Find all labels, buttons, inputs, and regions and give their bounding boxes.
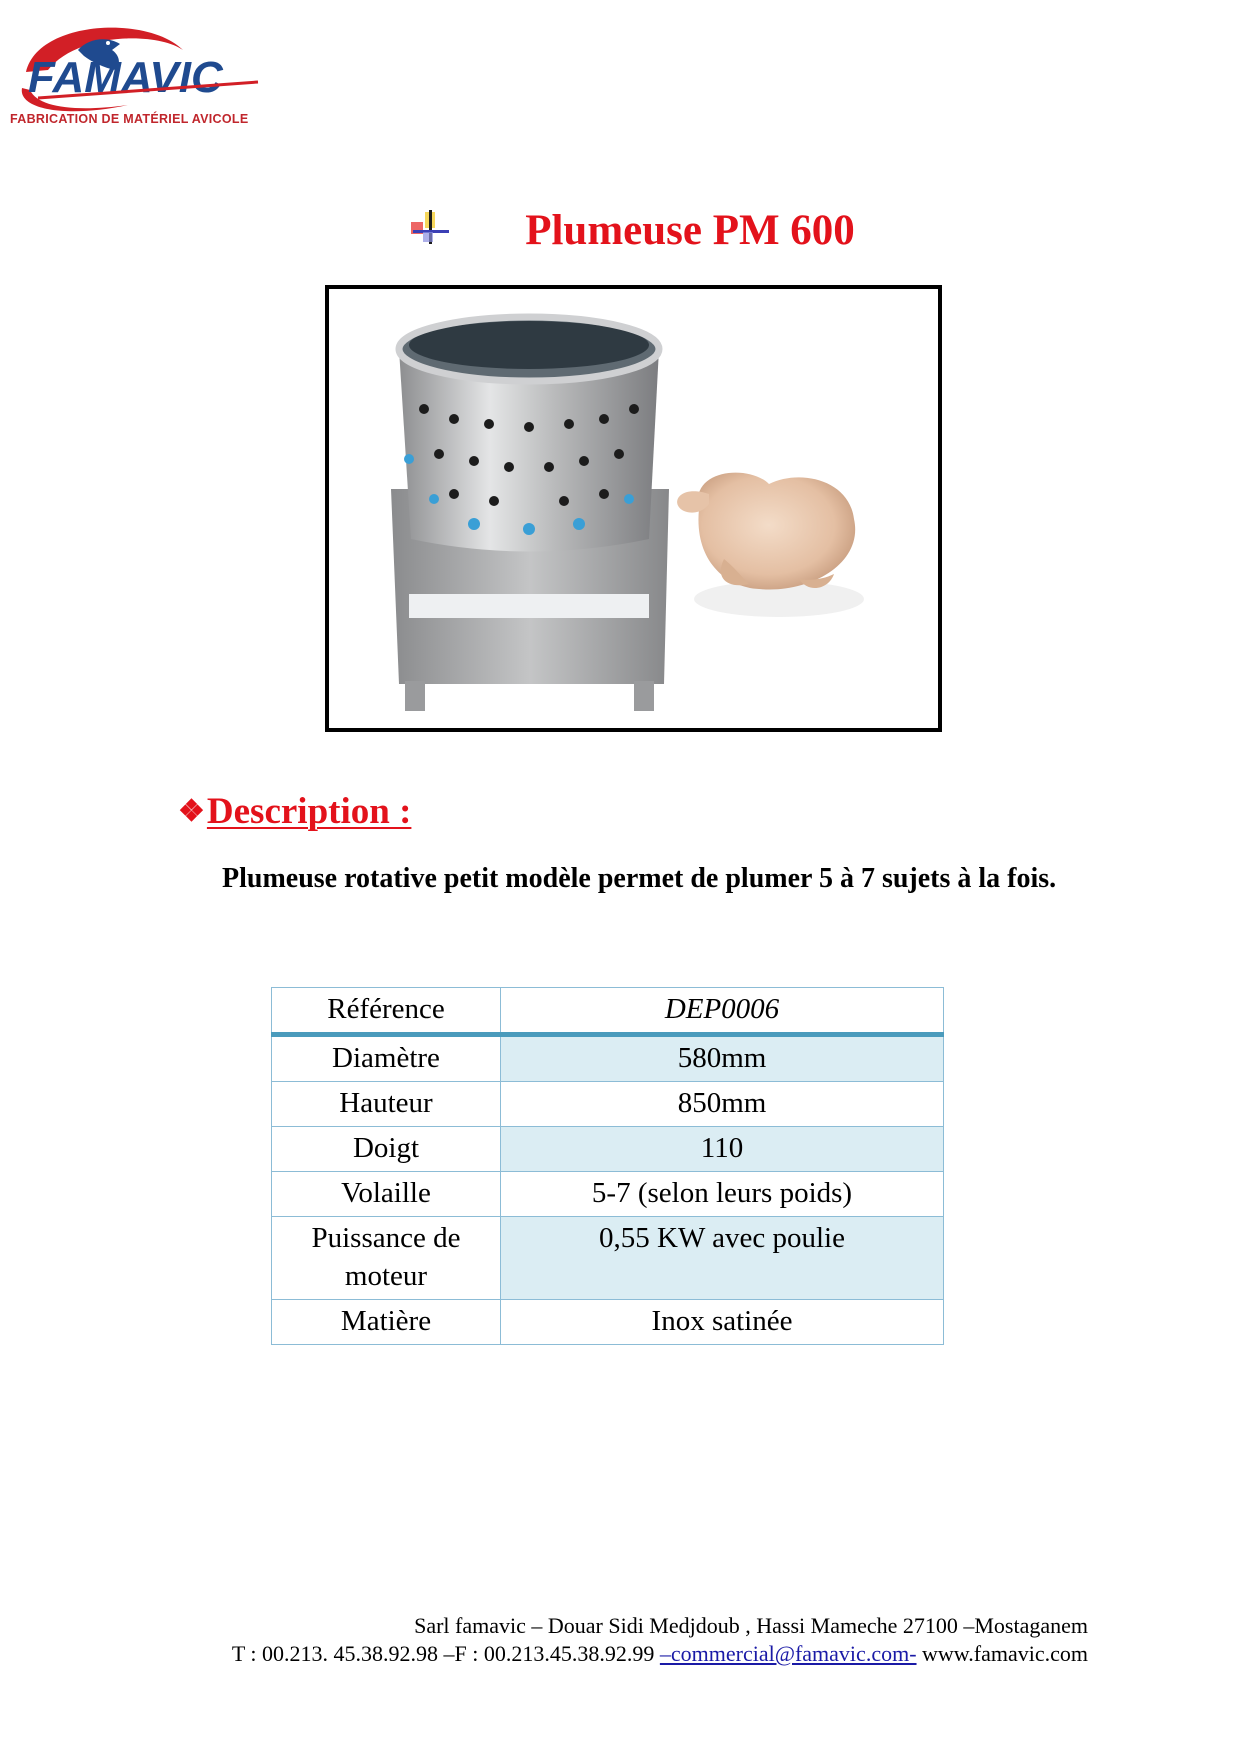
table-row	[272, 988, 944, 1035]
table-row	[272, 1127, 944, 1172]
footer-phone: T : 00.213. 45.38.92.98 –F : 00.213.45.38.92.99	[231, 1641, 655, 1666]
diamond-bullet-icon: ❖	[178, 795, 205, 828]
table-row	[272, 1035, 944, 1082]
product-photo	[325, 285, 942, 732]
spec-label: Hauteur	[272, 1082, 501, 1127]
roasted-chicken-icon	[677, 473, 864, 617]
spec-value: 0,55 KW avec poulie	[501, 1217, 944, 1300]
spec-label: Matière	[272, 1300, 501, 1345]
spec-label: Volaille	[272, 1172, 501, 1217]
footer-email-link[interactable]: –commercial@famavic.com-	[659, 1641, 917, 1666]
brand-wordmark: FAMAVIC	[28, 53, 223, 102]
table-row	[272, 1172, 944, 1217]
table-row	[272, 1300, 944, 1345]
footer	[120, 1612, 1088, 1668]
spec-label: Puissance de moteur	[272, 1217, 501, 1300]
spec-table	[271, 987, 944, 1345]
spec-label: Référence	[272, 988, 501, 1035]
spec-label: Doigt	[272, 1127, 501, 1172]
plucker-machine-icon	[329, 289, 938, 728]
spec-value: DEP0006	[501, 988, 944, 1035]
spec-label: Diamètre	[272, 1035, 501, 1082]
spec-value: 580mm	[501, 1035, 944, 1082]
spec-value: 850mm	[501, 1082, 944, 1127]
page-title: Plumeuse PM 600	[525, 207, 855, 254]
spec-value: 5-7 (selon leurs poids)	[501, 1172, 944, 1217]
footer-address: Sarl famavic – Douar Sidi Medjdoub , Hassi Mameche 27100 –Mostaganem	[414, 1613, 1088, 1638]
description-heading-text: Description :	[206, 791, 412, 832]
footer-contact	[120, 1640, 1088, 1668]
description-text: Plumeuse rotative petit modèle permet de plumer 5 à 7 sujets à la fois.	[222, 863, 1057, 894]
footer-website: www.famavic.com	[922, 1641, 1088, 1666]
spec-value: Inox satinée	[501, 1300, 944, 1345]
table-row	[272, 1082, 944, 1127]
description-heading	[178, 790, 411, 833]
table-row	[272, 1217, 944, 1300]
spec-value: 110	[501, 1127, 944, 1172]
brand-tagline: FABRICATION DE MATÉRIEL AVICOLE	[10, 112, 249, 126]
